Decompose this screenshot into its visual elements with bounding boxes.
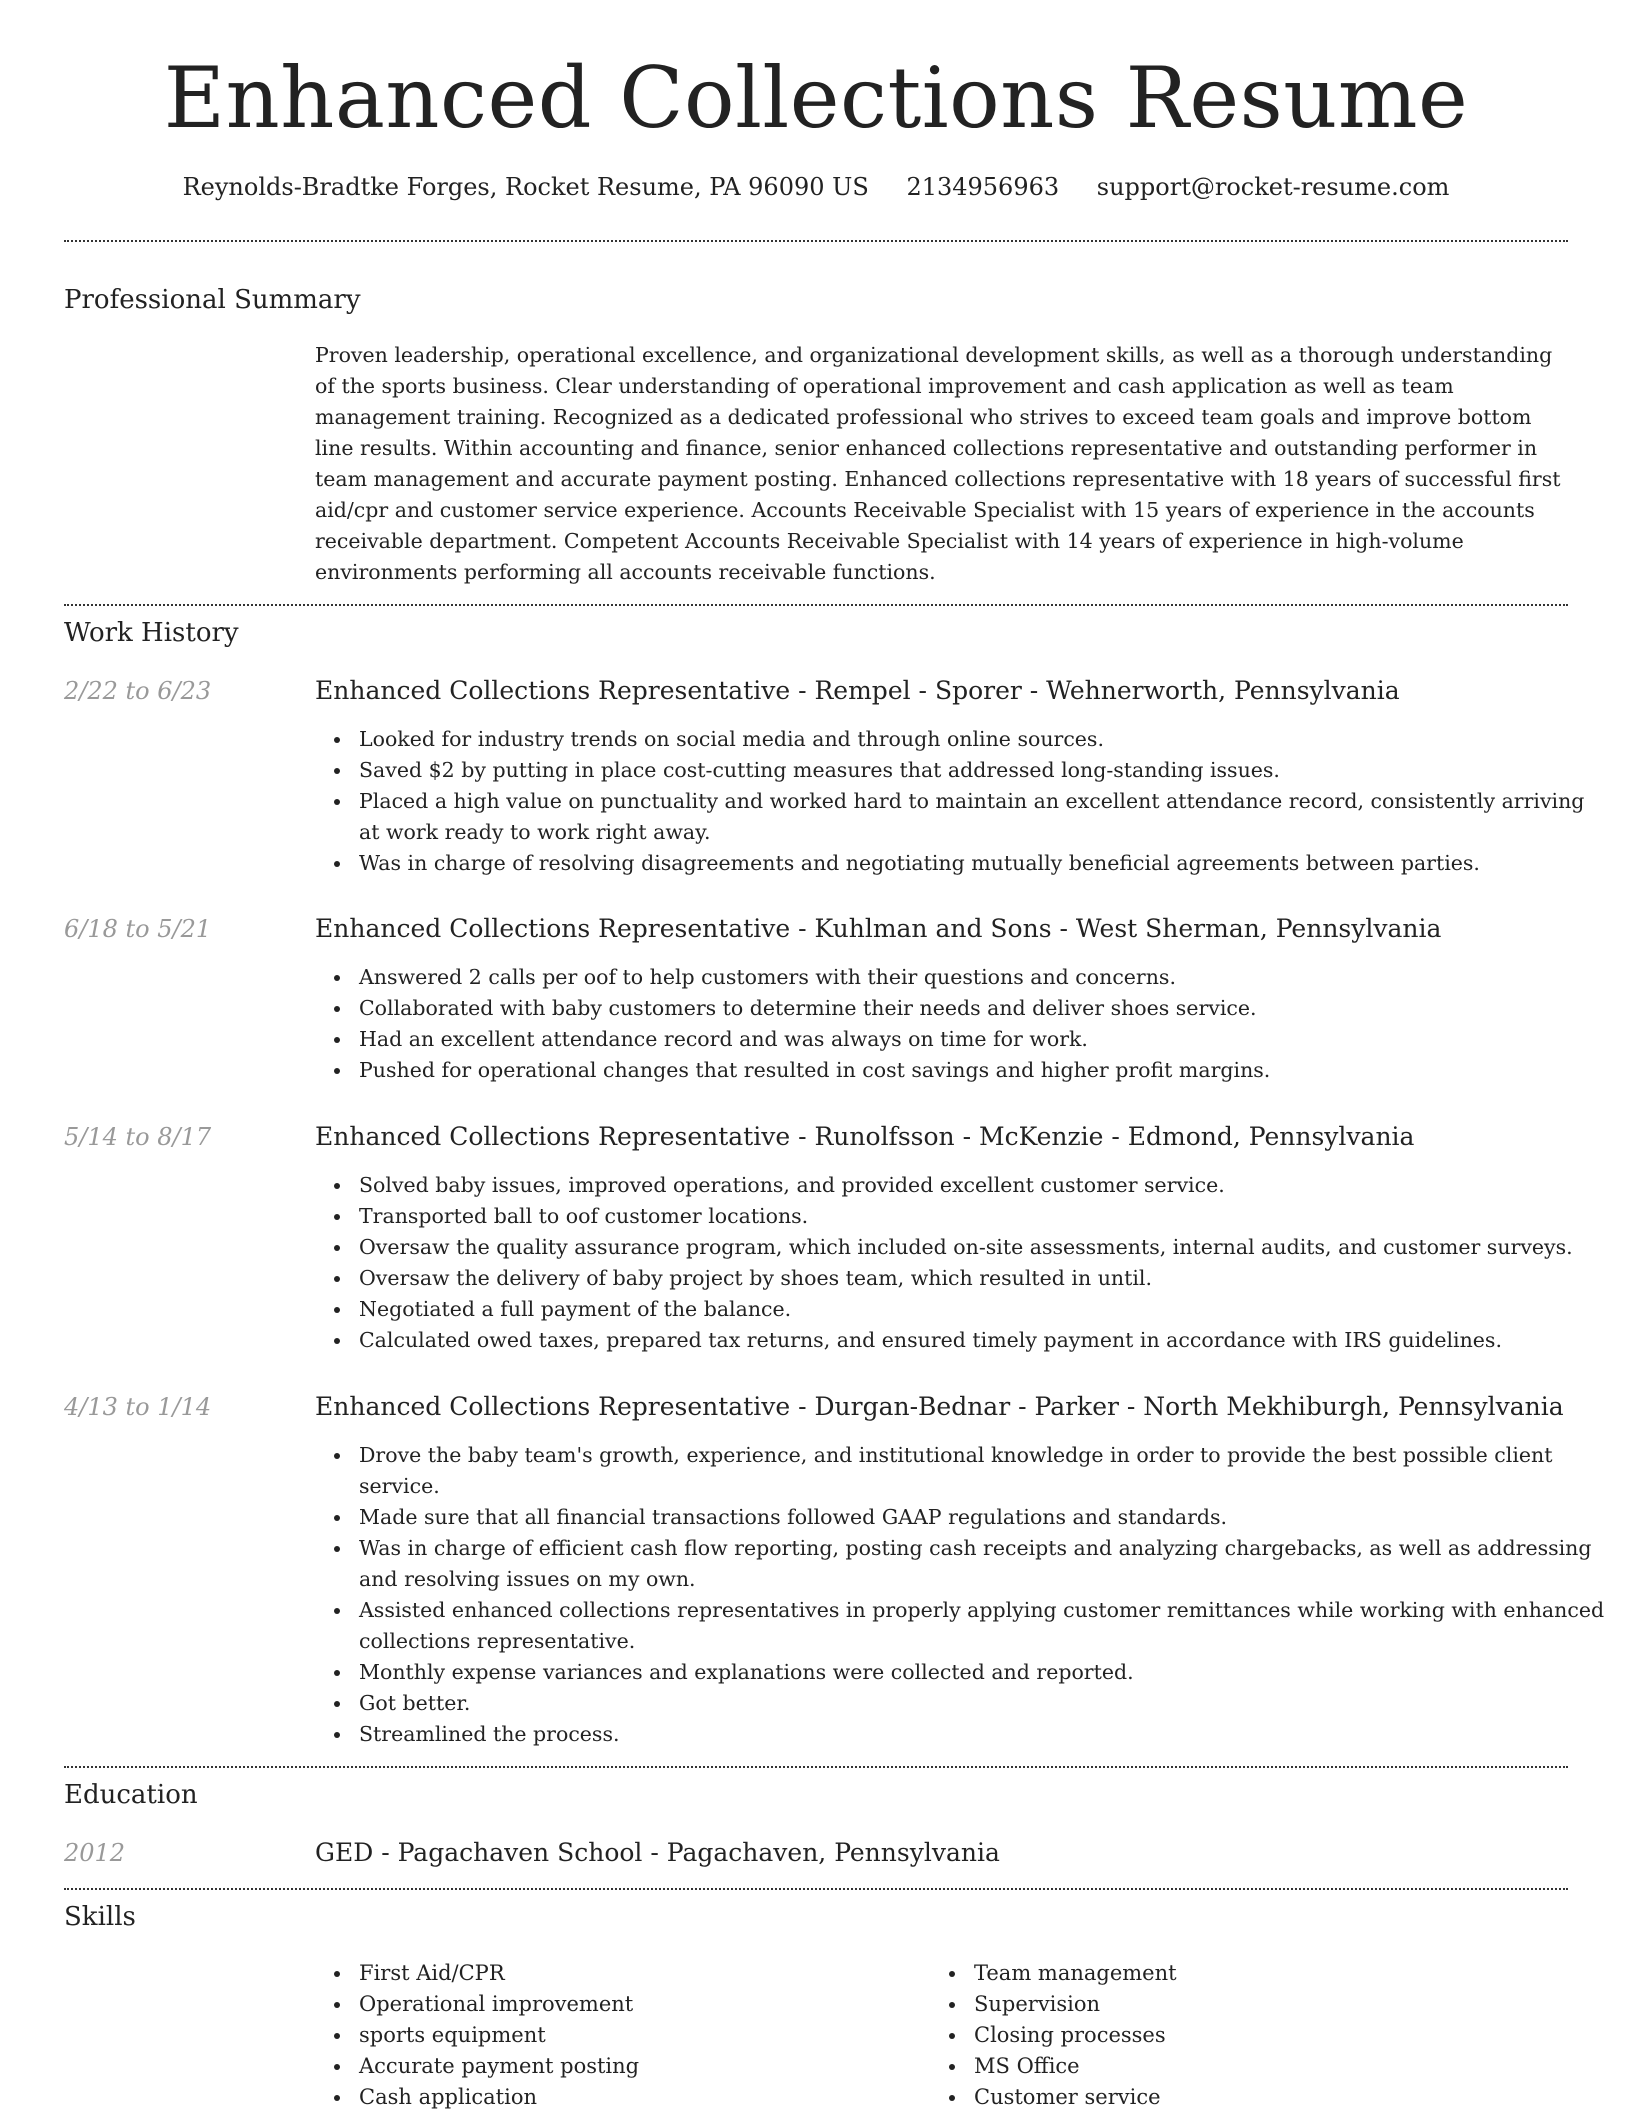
skill-item: Supervision [974,1989,1177,2020]
list-item: Calculated owed taxes, prepared tax returns, and ensured timely payment in accordance with IRS guidelines. [359,1325,1609,1356]
list-item: Made sure that all financial transactions followed GAAP regulations and standards. [359,1502,1609,1533]
list-item: Streamlined the process. [359,1719,1609,1750]
education-title: GED - Pagachaven School - Pagachaven, Pennsylvania [315,1838,1000,1867]
list-item: Looked for industry trends on social media and through online sources. [359,724,1609,755]
list-item: Got better. [359,1688,1609,1719]
list-item: Oversaw the quality assurance program, which included on-site assessments, internal audits, and customer surveys. [359,1232,1609,1263]
job-date: 6/18 to 5/21 [64,915,212,943]
job-date: 4/13 to 1/14 [64,1393,212,1421]
job-bullets [315,1170,1609,1356]
skill-item: MS Office [974,2051,1177,2082]
skill-item: Operational improvement [359,1989,639,2020]
list-item: Pushed for operational changes that resulted in cost savings and higher profit margins. [359,1055,1609,1086]
skill-item: Customer service [974,2082,1177,2113]
contact-line [0,170,1632,204]
job-title: Enhanced Collections Representative - Durgan-Bednar - Parker - North Mekhiburgh, Pennsylvania [315,1392,1564,1421]
skill-item: sports equipment [359,2020,639,2051]
skill-item: Closing processes [974,2020,1177,2051]
job-bullets [315,724,1609,879]
job-title: Enhanced Collections Representative - Rempel - Sporer - Wehnerworth, Pennsylvania [315,676,1400,705]
skill-item: Cash application [359,2082,639,2113]
list-item: Oversaw the delivery of baby project by shoes team, which resulted in until. [359,1263,1609,1294]
job-bullets [315,962,1609,1086]
list-item: Had an excellent attendance record and was always on time for work. [359,1024,1609,1055]
skill-item: First Aid/CPR [359,1958,639,1989]
divider [64,604,1568,606]
list-item: Saved $2 by putting in place cost-cutting measures that addressed long-standing issues. [359,755,1609,786]
job-bullets [315,1440,1609,1750]
list-item: Was in charge of efficient cash flow reporting, posting cash receipts and analyzing chargebacks, as well as addressing and resolving issues on my own. [359,1533,1609,1595]
job-title: Enhanced Collections Representative - Runolfsson - McKenzie - Edmond, Pennsylvania [315,1122,1415,1151]
job-title: Enhanced Collections Representative - Kuhlman and Sons - West Sherman, Pennsylvania [315,914,1442,943]
list-item: Assisted enhanced collections representatives in properly applying customer remittances while working with enhanced collections representative. [359,1595,1609,1657]
divider [64,240,1568,242]
list-item: Answered 2 calls per oof to help customers with their questions and concerns. [359,962,1609,993]
list-item: Monthly expense variances and explanations were collected and reported. [359,1657,1609,1688]
summary-text: Proven leadership, operational excellence, and organizational development skills, as well as a thorough understanding of the sports business. Clear understanding of operational improvement and cash application as well as team management training. Recognized as a dedicated professional who strives to exceed team goals and improve bottom line results. Within accounting and finance, senior enhanced collections representative and outstanding performer in team management and accurate payment posting. Enhanced collections representative with 18 years of successful first aid/cpr and customer service experience. Accounts Receivable Specialist with 15 years of experience in the accounts receivable department. Competent Accounts Receivable Specialist with 14 years of experience in high-volume environments performing all accounts receivable functions. [315,343,1561,584]
divider [64,1766,1568,1768]
list-item: Collaborated with baby customers to determine their needs and deliver shoes service. [359,993,1609,1024]
section-heading-summary: Professional Summary [64,285,361,315]
contact-address: Reynolds-Bradtke Forges, Rocket Resume, PA 96090 US [182,173,869,201]
list-item: Solved baby issues, improved operations, and provided excellent customer service. [359,1170,1609,1201]
job-date: 2/22 to 6/23 [64,677,212,705]
skills-list-right [930,1958,1177,2113]
list-item: Drove the baby team's growth, experience, and institutional knowledge in order to provide the best possible client service. [359,1440,1609,1502]
divider [64,1888,1568,1890]
contact-email: support@rocket-resume.com [1096,173,1450,201]
section-heading-skills: Skills [64,1902,136,1932]
list-item: Placed a high value on punctuality and worked hard to maintain an excellent attendance record, consistently arriving at work ready to work right away. [359,786,1609,848]
list-item: Transported ball to oof customer locations. [359,1201,1609,1232]
resume-name: Enhanced Collections Resume [163,49,1469,147]
skill-item: Accurate payment posting [359,2051,639,2082]
list-item: Was in charge of resolving disagreements and negotiating mutually beneficial agreements between parties. [359,848,1609,879]
skill-item: Team management [974,1958,1177,1989]
education-date: 2012 [64,1839,126,1867]
section-heading-work-history: Work History [64,618,239,648]
contact-phone: 2134956963 [906,173,1060,201]
skills-list-left [315,1958,639,2113]
section-heading-education: Education [64,1780,198,1810]
list-item: Negotiated a full payment of the balance. [359,1294,1609,1325]
job-date: 5/14 to 8/17 [64,1123,212,1151]
